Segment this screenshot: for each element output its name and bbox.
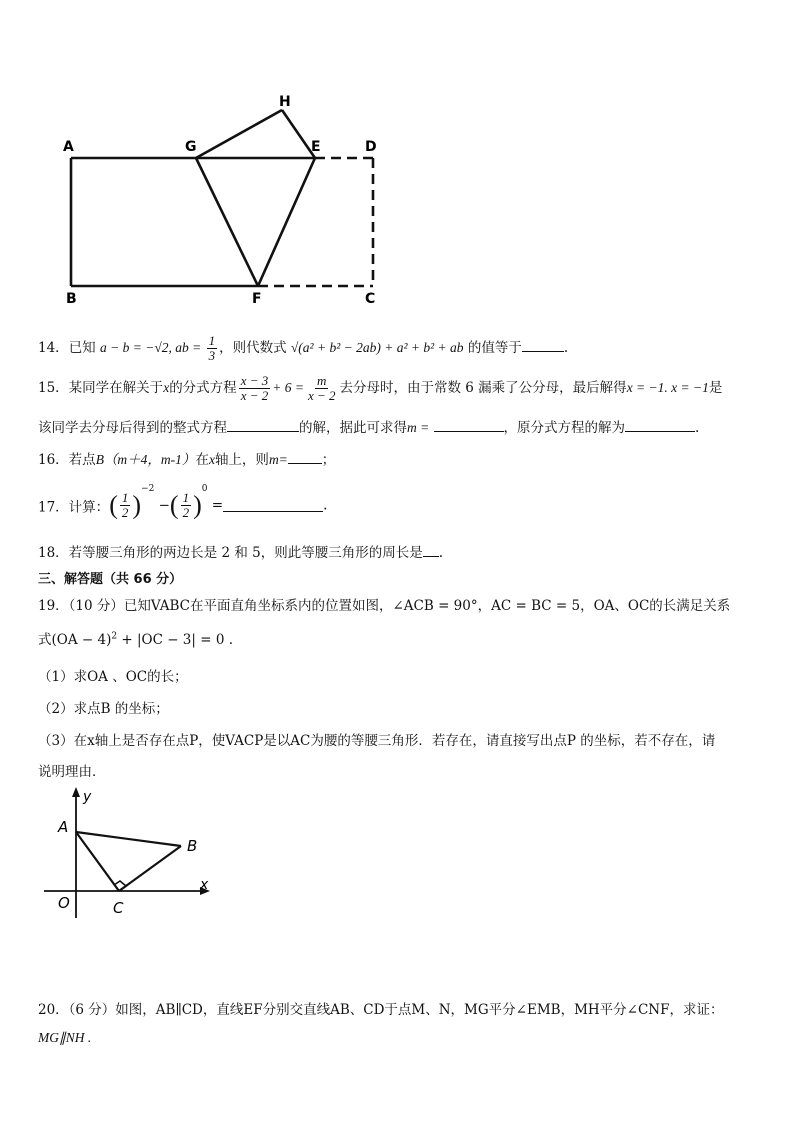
fig2-label-B: B	[187, 837, 198, 855]
q15-fraction-2: $\frac{m}{x - 2}$	[307, 373, 336, 403]
question-20-line2: MG∥NH .	[38, 1030, 92, 1045]
label-G: G	[185, 139, 197, 155]
question-16: 16．若点B（m＋4，m-1）在x轴上，则m= ；	[38, 452, 336, 468]
label-B: B	[66, 291, 77, 307]
section-three-heading: 三、解答题（共 66 分）	[38, 572, 183, 587]
label-F: F	[252, 291, 262, 307]
label-E: E	[311, 139, 321, 155]
question-19-sub3: （3）在x轴上是否存在点P，使VACP是以AC为腰的等腰三角形．若存在，请直接写出点P 的坐标，若不存在，请	[38, 733, 716, 749]
question-17: 17．计算：( $\frac{1}{2}$ )$^{-2}$ −( $\frac{1}{2}$ )$^0$ = .	[38, 484, 328, 520]
q14-number: 14．	[38, 340, 69, 356]
question-15-line2: 该同学去分母后得到的整式方程 的解，据此可求得m = ，原分式方程的解为 .	[38, 420, 700, 436]
question-20-line1: 20．（6 分）如图，AB∥CD，直线EF分别交直线AB、CD于点M、N，MG平分∠EMB，MH平分∠CNF，求证：	[38, 1002, 724, 1018]
q15-blank-solution[interactable]	[625, 419, 695, 432]
fig2-label-C: C	[113, 899, 124, 917]
fig2-label-x: x	[200, 877, 209, 893]
rectangle-fold-figure	[55, 88, 395, 310]
question-19-line2: 式(OA − 4)$^2$ + |OC − 3| = 0 .	[38, 631, 234, 648]
label-H: H	[279, 94, 291, 110]
question-14: 14．已知 a − b = −√2, ab = $\frac{1}{3}$ ，则代数式 √(a² + b² − 2ab) + a² + b² + ab 的值等于 .	[38, 333, 569, 363]
fig2-label-O: O	[58, 894, 70, 912]
q16-answer-blank[interactable]	[288, 451, 322, 464]
q14-fraction: $\frac{1}{3}$	[208, 333, 216, 363]
q15-blank-equation[interactable]	[227, 419, 299, 432]
question-19-sub3-cont: 说明理由．	[38, 764, 106, 780]
question-15-line1: 15．某同学在解关于x的分式方程 $\frac{x - 3}{x - 2}$ + 6 = $\frac{m}{x - 2}$ 去分母时，由于常数 6 漏乘了公分母，最后解得x = −1. x = −1是	[38, 373, 723, 403]
question-19-line1: 19．（10 分）已知VABC在平面直角坐标系内的位置如图，∠ACB = 90°，AC = BC = 5，OA、OC的长满足关系	[38, 598, 731, 614]
question-19-sub1: （1）求OA 、OC的长；	[38, 669, 188, 685]
q14-expr1: a − b = −√2, ab =	[99, 340, 205, 355]
q14-answer-blank[interactable]	[522, 339, 564, 352]
question-19-sub2: （2）求点B 的坐标；	[38, 701, 169, 717]
q17-fraction-1: $\frac{1}{2}$	[121, 490, 129, 520]
q17-fraction-2: $\frac{1}{2}$	[182, 490, 190, 520]
coordinate-triangle-figure	[40, 785, 220, 925]
label-D: D	[365, 139, 377, 155]
fig2-label-y: y	[83, 789, 92, 805]
label-C: C	[365, 291, 376, 307]
fig2-label-A: A	[58, 818, 69, 836]
q14-mid: ，则代数式	[219, 340, 287, 356]
label-A: A	[63, 139, 74, 155]
q14-expr2: √(a² + b² − 2ab) + a² + b² + ab	[290, 340, 464, 355]
q18-answer-blank[interactable]	[423, 544, 439, 557]
q14-lead: 已知	[68, 340, 96, 356]
q14-tail: 的值等于	[467, 340, 522, 356]
question-18: 18．若等腰三角形的两边长是 2 和 5，则此等腰三角形的周长是 .	[38, 545, 444, 561]
q15-blank-m[interactable]	[434, 419, 504, 432]
q17-answer-blank[interactable]	[223, 499, 323, 512]
q15-fraction-1: $\frac{x - 3}{x - 2}$	[240, 373, 269, 403]
